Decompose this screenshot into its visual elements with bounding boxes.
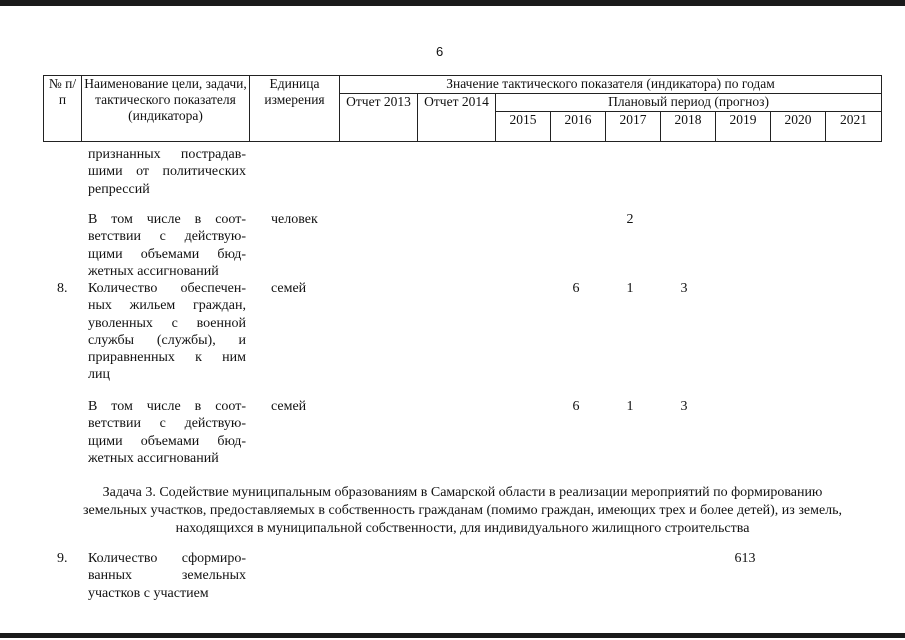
row-8-value-2018: 3 [680,281,688,296]
header-year: 2017 [606,112,661,142]
row-subitem-value-2017: 2 [626,212,634,227]
header-year: 2015 [496,112,551,142]
row-8-subitem-value-2017: 1 [626,399,634,414]
row-8-number: 8. [57,281,68,296]
header-report-2013: Отчет 2013 [340,94,418,142]
indicator-table-header [43,75,882,142]
row-8-unit: семей [271,281,307,296]
header-col-values: Значение тактического показателя (индикатора) по годам [340,76,882,94]
task-3-heading: Задача 3. Содействие муниципальным образованиям в Самарской области в реализации мероприятий по формированию земельных участков, предоставляемых в собственность гражданам (помимо граждан, имеющих трех и более детей), из земель, находящихся в муниципальной собственности, для индивидуального жилищного строительства [82,485,843,536]
row-8-subitem-value-2018: 3 [680,399,688,414]
header-year: 2016 [551,112,606,142]
header-year: 2018 [661,112,716,142]
row-continuation-name: признанных пострадав- шими от политических репрессий [88,147,246,197]
row-8-subitem-unit: семей [271,399,307,414]
row-8-value-2017: 1 [626,281,634,296]
row-8-value-2016: 6 [572,281,580,296]
row-9-name: Количество сформиро- ванных земельных участков с участием [88,551,246,601]
row-8-subitem-value-2016: 6 [572,399,580,414]
row-subitem-name: В том числе в соот- ветствии с действую- щими объемами бюд- жетных ассигнований [88,212,246,279]
header-year: 2020 [771,112,826,142]
header-plan-period: Плановый период (прогноз) [496,94,882,112]
bottom-border-rule [0,633,905,638]
row-8-name: Количество обеспечен- ных жильем граждан, уволенных с военной службы (службы), и приравненных к ним лиц [88,281,246,383]
header-col-number: № п/п [44,76,82,142]
row-8-subitem-name: В том числе в соот- ветствии с действую- щими объемами бюд- жетных ассигнований [88,399,246,466]
header-year: 2019 [716,112,771,142]
header-report-2014: Отчет 2014 [418,94,496,142]
row-9-value-2019: 613 [734,551,756,566]
top-border-rule [0,0,905,6]
row-subitem-unit: человек [271,212,318,227]
header-year: 2021 [826,112,882,142]
page-number: 6 [436,44,444,59]
row-9-number: 9. [57,551,68,566]
header-col-unit: Единица измерения [250,76,340,142]
header-col-name: Наименование цели, задачи, тактического показателя (индикатора) [82,76,250,142]
